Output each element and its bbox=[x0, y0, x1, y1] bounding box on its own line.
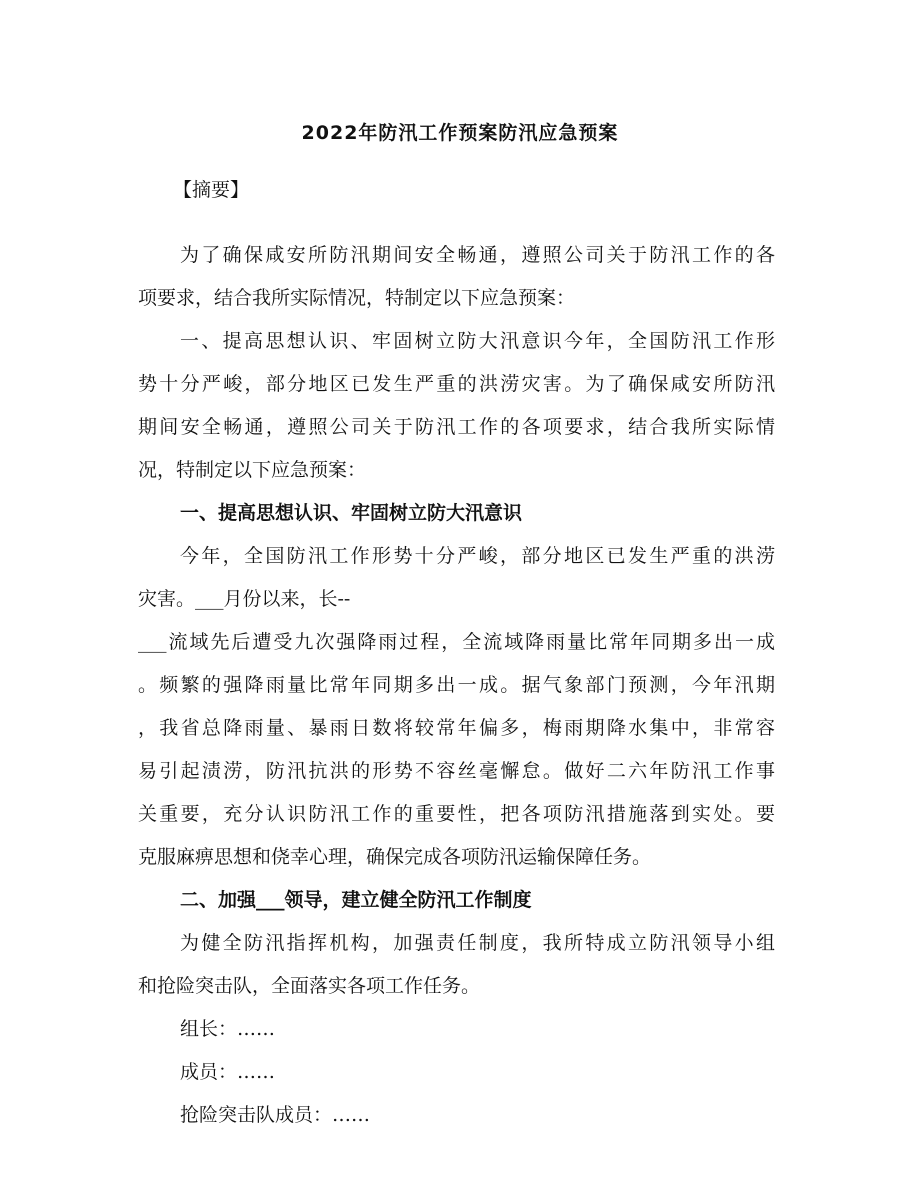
paragraph-line: 项要求，结合我所实际情况，特制定以下应急预案： bbox=[138, 287, 576, 309]
paragraph-line: 和抢险突击队，全面落实各项工作任务。 bbox=[138, 975, 481, 997]
paragraph-line: ___流域先后遭受九次强降雨过程，全流域降雨量比常年同期多出一成 bbox=[138, 631, 775, 653]
paragraph-line: 一、提高思想认识、牢固树立防大汛意识今年，全国防汛工作形 bbox=[180, 330, 775, 352]
paragraph-line: 。频繁的强降雨量比常年同期多出一成。据气象部门预测，今年汛期 bbox=[138, 674, 775, 696]
document-title: 2022年防汛工作预案防汛应急预案 bbox=[301, 122, 619, 144]
section-heading-2: 二、加强___领导，建立健全防汛工作制度 bbox=[180, 889, 532, 911]
paragraph-line: 易引起渍涝，防汛抗洪的形势不容丝毫懈怠。做好二六年防汛工作事 bbox=[138, 760, 775, 782]
rescue-team-line: 抢险突击队成员：…… bbox=[180, 1104, 371, 1126]
paragraph-line: 为健全防汛指挥机构，加强责任制度，我所特成立防汛领导小组 bbox=[180, 932, 775, 954]
paragraph-line: 为了确保咸安所防汛期间安全畅通，遵照公司关于防汛工作的各 bbox=[180, 244, 775, 266]
paragraph-line: 克服麻痹思想和侥幸心理，确保完成各项防汛运输保障任务。 bbox=[138, 846, 652, 868]
team-members-line: 成员：…… bbox=[180, 1061, 276, 1083]
paragraph-line: 况，特制定以下应急预案： bbox=[138, 459, 367, 481]
abstract-label: 【摘要】 bbox=[173, 179, 250, 201]
paragraph-line: 势十分严峻，部分地区已发生严重的洪涝灾害。为了确保咸安所防汛 bbox=[138, 373, 775, 395]
paragraph-line: 关重要，充分认识防汛工作的重要性，把各项防汛措施落到实处。要 bbox=[138, 803, 775, 825]
paragraph-line: 今年，全国防汛工作形势十分严峻，部分地区已发生严重的洪涝 bbox=[180, 545, 775, 567]
paragraph-line: 期间安全畅通，遵照公司关于防汛工作的各项要求，结合我所实际情 bbox=[138, 416, 775, 438]
team-leader-line: 组长：…… bbox=[180, 1018, 276, 1040]
paragraph-line: ，我省总降雨量、暴雨日数将较常年偏多，梅雨期降水集中，非常容 bbox=[138, 717, 775, 739]
section-heading-1: 一、提高思想认识、牢固树立防大汛意识 bbox=[180, 502, 523, 524]
paragraph-line: 灾害。___月份以来，长-- bbox=[138, 588, 351, 610]
